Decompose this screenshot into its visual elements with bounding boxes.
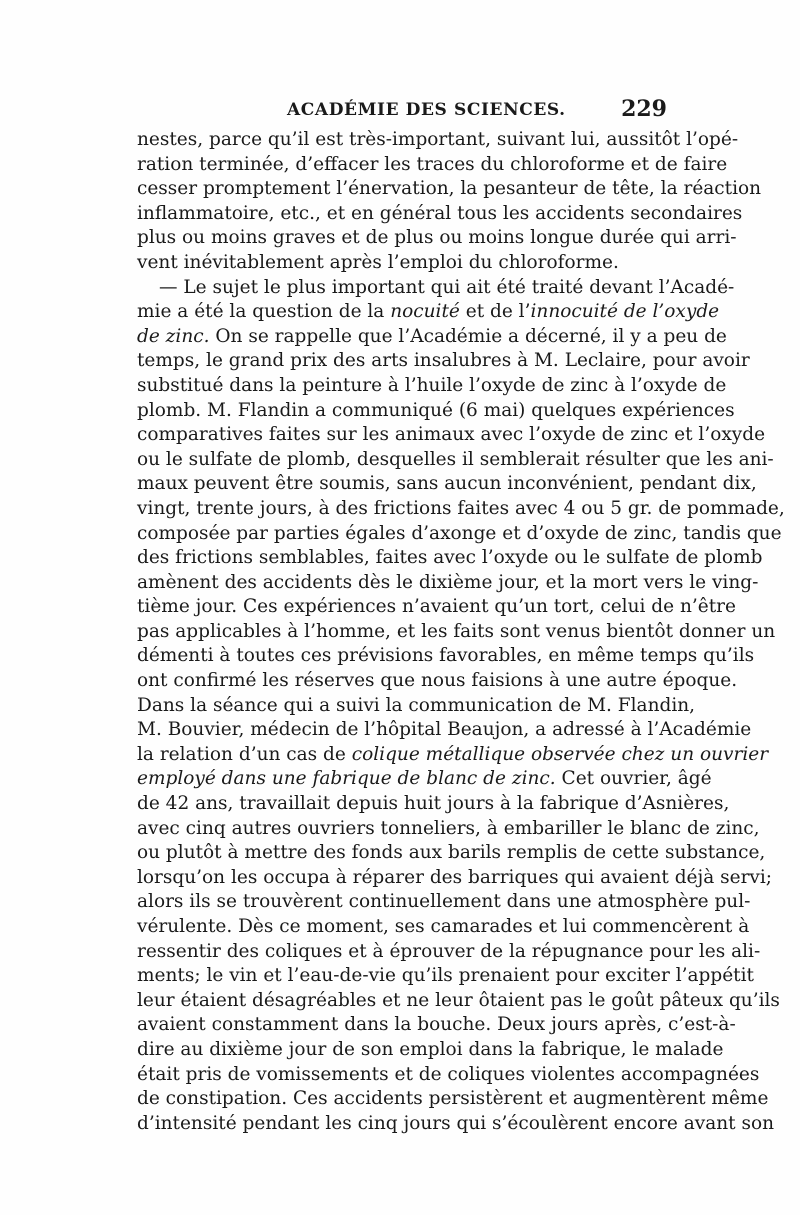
- running-title: ACADÉMIE DES SCIENCES.: [287, 100, 566, 120]
- running-head: [137, 96, 667, 126]
- text-segment: maux peuvent être soumis, sans aucun inconvénient, pendant dix,: [137, 473, 757, 495]
- text-segment: de constipation. Ces accidents persistèrent et augmentèrent même: [137, 1088, 769, 1110]
- text-segment: ou le sulfate de plomb, desquelles il semblerait résulter que les ani-: [137, 448, 774, 470]
- text-line: [137, 423, 766, 448]
- text-line: [137, 743, 769, 768]
- text-line: [137, 792, 730, 817]
- text-segment: lorsqu’on les occupa à réparer des barriques qui avaient déjà servi;: [137, 866, 773, 888]
- text-segment: leur étaient désagréables et ne leur ôtaient pas le goût pâteux qu’ils: [137, 989, 780, 1011]
- text-line: [137, 644, 755, 669]
- italic-text-segment: colique métallique observée chez un ouvrier: [351, 743, 769, 765]
- text-line: [137, 226, 737, 251]
- text-line: [137, 349, 750, 374]
- text-line: [137, 694, 696, 719]
- text-segment: tième jour. Ces expériences n’avaient qu’un tort, celui de n’être: [137, 596, 736, 618]
- text-line: [137, 915, 750, 940]
- text-line: [137, 325, 727, 350]
- text-segment: cesser promptement l’énervation, la pesanteur de tête, la réaction: [137, 178, 762, 200]
- text-line: [137, 251, 667, 276]
- text-line: [137, 448, 774, 473]
- text-line: [137, 571, 759, 596]
- text-line: [137, 472, 757, 497]
- text-line: [137, 890, 751, 915]
- text-line: [137, 817, 760, 842]
- body-text: [137, 128, 785, 1136]
- text-line: [137, 964, 754, 989]
- text-segment: nestes, parce qu’il est très-important, suivant lui, aussitôt l’opé-: [137, 129, 739, 150]
- text-segment: — Le sujet le plus important qui ait été traité devant l’Acadé-: [159, 276, 735, 298]
- text-line: [137, 399, 735, 424]
- text-line: [137, 202, 743, 227]
- text-segment: et de l’: [459, 301, 531, 323]
- text-segment: mie a été la question de la: [137, 301, 391, 323]
- text-line: [137, 841, 766, 866]
- text-segment: temps, le grand prix des arts insalubres à M. Leclaire, pour avoir: [137, 350, 750, 372]
- text-line: [137, 546, 763, 571]
- text-segment: M. Bouvier, médecin de l’hôpital Beaujon, a adressé à l’Académie: [137, 719, 752, 741]
- text-segment: composée par parties égales d’axonge et d’oxyde de zinc, tandis que: [137, 522, 782, 544]
- text-segment: Dans la séance qui a suivi la communication de M. Flandin,: [137, 694, 696, 716]
- text-line: [137, 177, 762, 202]
- text-line: [137, 276, 735, 301]
- text-line: [137, 989, 780, 1014]
- page-number: 229: [621, 96, 667, 122]
- text-line: [137, 940, 761, 965]
- text-segment: la relation d’un cas de: [137, 743, 352, 765]
- italic-text-segment: employé dans une fabrique de blanc de zinc.: [137, 768, 556, 790]
- text-line: [137, 595, 736, 620]
- text-segment: était pris de vomissements et de coliques violentes accompagnées: [137, 1063, 760, 1085]
- text-segment: ration terminée, d’effacer les traces du chloroforme et de faire: [137, 153, 728, 175]
- text-line: [137, 1038, 724, 1063]
- text-line: [137, 1112, 774, 1137]
- text-segment: substitué dans la peinture à l’huile l’oxyde de zinc à l’oxyde de: [137, 374, 727, 396]
- text-line: [137, 669, 738, 694]
- text-segment: On se rappelle que l’Académie a décerné, il y a peu de: [209, 325, 727, 347]
- text-line: [137, 767, 712, 792]
- text-segment: ments; le vin et l’eau-de-vie qu’ils prenaient pour exciter l’appétit: [137, 965, 754, 987]
- text-segment: Cet ouvrier, âgé: [555, 768, 712, 790]
- text-segment: plomb. M. Flandin a communiqué (6 mai) quelques expériences: [137, 399, 735, 421]
- text-segment: vingt, trente jours, à des frictions faites avec 4 ou 5 gr. de pommade,: [137, 497, 785, 519]
- text-line: [137, 153, 728, 178]
- text-line: [137, 128, 739, 153]
- text-line: [137, 1063, 760, 1088]
- text-segment: ou plutôt à mettre des fonds aux barils remplis de cette substance,: [137, 842, 766, 864]
- text-segment: vérulente. Dès ce moment, ses camarades et lui commencèrent à: [137, 916, 750, 937]
- text-segment: de 42 ans, travaillait depuis huit jours à la fabrique d’Asnières,: [137, 793, 730, 815]
- text-line: [137, 522, 782, 547]
- text-segment: avaient constamment dans la bouche. Deux jours après, c’est-à-: [137, 1014, 736, 1036]
- text-segment: plus ou moins graves et de plus ou moins longue durée qui arri-: [137, 227, 737, 249]
- text-segment: ressentir des coliques et à éprouver de la répugnance pour les ali-: [137, 940, 761, 962]
- text-line: [137, 300, 720, 325]
- text-segment: pas applicables à l’homme, et les faits sont venus bientôt donner un: [137, 620, 776, 642]
- text-segment: alors ils se trouvèrent continuellement dans une atmosphère pul-: [137, 891, 751, 913]
- text-line: [137, 374, 727, 399]
- italic-text-segment: de zinc.: [137, 325, 210, 347]
- text-line: [137, 1013, 736, 1038]
- text-segment: des frictions semblables, faites avec l’oxyde ou le sulfate de plomb: [137, 547, 763, 569]
- text-segment: comparatives faites sur les animaux avec l’oxyde de zinc et l’oxyde: [137, 424, 766, 446]
- text-line: [137, 866, 773, 891]
- text-segment: d’intensité pendant les cinq jours qui s’écoulèrent encore avant son: [137, 1112, 774, 1134]
- text-line: [137, 620, 776, 645]
- text-segment: avec cinq autres ouvriers tonneliers, à embariller le blanc de zinc,: [137, 817, 760, 839]
- text-segment: vent inévitablement après l’emploi du chloroforme.: [137, 251, 619, 273]
- text-segment: inflammatoire, etc., et en général tous les accidents secondaires: [137, 202, 743, 224]
- text-segment: démenti à toutes ces prévisions favorables, en même temps qu’ils: [137, 645, 755, 667]
- text-segment: dire au dixième jour de son emploi dans la fabrique, le malade: [137, 1038, 724, 1060]
- italic-text-segment: nocuité: [390, 301, 460, 323]
- italic-text-segment: innocuité de l’oxyde: [530, 301, 720, 323]
- text-line: [137, 1087, 769, 1112]
- text-segment: ont confirmé les réserves que nous faisions à une autre époque.: [137, 670, 738, 692]
- text-line: [137, 718, 752, 743]
- text-segment: amènent des accidents dès le dixième jour, et la mort vers le ving-: [137, 571, 759, 593]
- text-line: [137, 497, 785, 522]
